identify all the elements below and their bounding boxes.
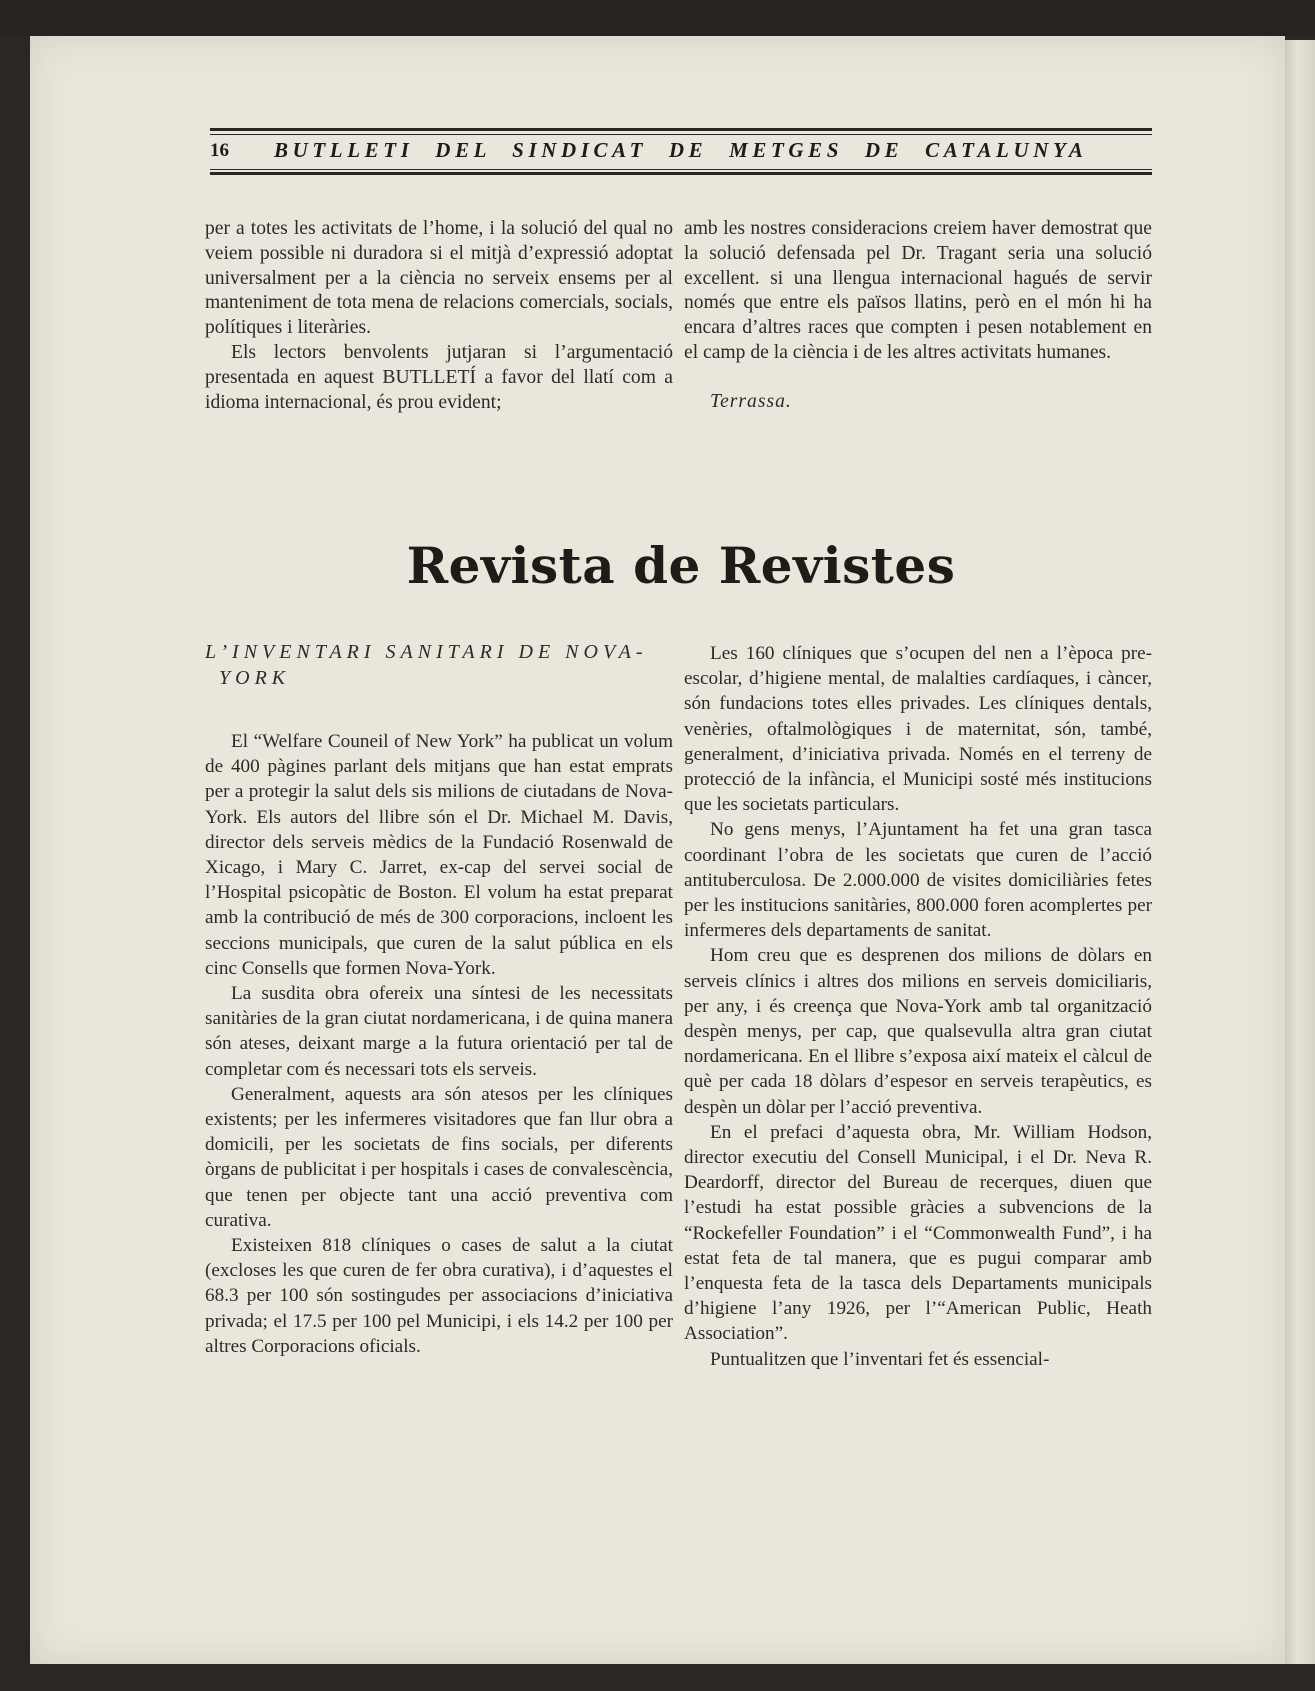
paragraph: per a totes les activitats de l’home, i la solució del qual no veiem possible ni duradora si el mitjà d’expressió adoptat universalment per a la ciència no serveix ensems per al manteniment de tota mena de relacions comercials, socials, polítiques i literàries. [205,218,673,339]
paragraph-text: Els lectors benvolents jutjaran si l’argumentació presentada en aquest BUTLLETÍ a favor del llatí com a idioma internacional, és prou evident; [205,341,673,413]
header-rule-bottom-thin [210,169,1152,170]
paragraph: El “Welfare Couneil of New York” ha publicat un volum de 400 pàgines parlant dels mitjans que han estat emprats per a protegir la salut dels sis milions de ciutadans de Nova-York. Els autors del llibre són el Dr. Michael M. Davis, director dels serveis mèdics de la Fundació Rosenwald de Xicago, i Mary C. Jarret, ex-cap del servei social de l’Hospital psicopàtic de Boston. El volum ha estat preparat amb la contribució de més de 300 corporacions, incloent les seccions municipals, que curen de la salut pública en els cinc Consells que formen Nova-York. [205,731,673,979]
paragraph: No gens menys, l’Ajuntament ha fet una gran tasca coordinant l’obra de les societats que curen de l’acció antituberculosa. De 2.000.000 de visites domiciliàries fetes per les institucions sanitàries, 800.000 foren acomplertes per infermeres dels departaments de sanitat. [684,819,1152,942]
signoff-location: Terrassa. [710,390,792,412]
header-rule-top-thin [210,134,1152,135]
scan-top-border [0,0,1315,36]
running-title: BUTLLETI DEL SINDICAT DE METGES DE CATALUNYA [274,138,1088,162]
header-rule-top [210,128,1152,131]
article-title [205,639,673,691]
top-right-column [684,217,1152,415]
top-left-column [205,217,673,415]
article-left-column [205,639,673,1359]
page-number: 16 [210,140,229,161]
article-title-line-2: YORK [219,667,291,689]
article-title-line-1: L’INVENTARI SANITARI DE NOVA- [205,641,648,663]
paragraph: Les 160 clíniques que s’ocupen del nen a l’època pre-escolar, d’higiene mental, de malalties cardíaques, i càncer, són fundacions totes elles privades. Les clíniques dentals, venèries, oftalmològiques i de maternitat, són, també, generalment, d’iniciativa privada. Només en el terreny de protecció de la infància, el Municipi sosté més institucions que les societats particulars. [684,643,1152,816]
header-rule-bottom [210,172,1152,175]
article-right-column [684,641,1152,1372]
paragraph: amb les nostres consideracions creiem haver demostrat que la solució defensada pel Dr. Tragant seria una solució excellent. si una llengua internacional hagués de servir només que entre els països llatins, però en el món hi ha encara d’altres races que compten i pesen notablement en el camp de la ciència i de les altres activitats humanes. [684,218,1152,363]
scan-bottom-border [0,1664,1315,1691]
section-title: Revista de Revistes [406,536,956,595]
paragraph: Generalment, aquests ara són atesos per les clíniques existents; per les infermeres visitadores que fan llur obra a domicili, per les societats de fins socials, per diferents òrgans de publicitat i per hospitals i cases de convalescència, que tenen per objecte tant una acció preventiva com curativa. [205,1083,673,1231]
running-header [210,128,1152,182]
paragraph: Existeixen 818 clíniques o cases de salut a la ciutat (excloses les que curen de fer obra curativa), i d’aquestes el 68.3 per 100 són sostingudes per associacions d’iniciativa privada; el 17.5 per 100 pel Municipi, i els 14.2 per 100 per altres Corporacions oficials. [205,1235,673,1357]
paragraph [205,341,673,415]
next-page-edge [1285,40,1315,1691]
paragraph: En el prefaci d’aquesta obra, Mr. William Hodson, director executiu del Consell Municipal, i el Dr. Neva R. Deardorff, director del Bureau de recerques, diuen que l’estudi ha estat possible gràcies a subvencions de la “Rockefeller Foundation” i el “Commonwealth Fund”, i ha estat feta de tal manera, que es pugui comparar amb l’enquesta feta de la tasca dels Departaments municipals d’higiene l’any 1926, per l’“American Public, Heath Association”. [684,1121,1152,1345]
paragraph: Hom creu que es desprenen dos milions de dòlars en serveis clínics i altres dos milions en serveis domiciliaris, per any, i és creença que Nova-York amb tal organització despèn menys, per cap, que qualsevulla altra gran ciutat nordamericana. En el llibre s’exposa així mateix el càlcul de què per cada 18 dòlars d’espesor en serveis terapèutics, es despèn un dòlar per l’acció preventiva. [684,945,1152,1118]
paragraph: La susdita obra ofereix una síntesi de les necessitats sanitàries de la gran ciutat nordamericana, i de quina manera són ateses, deixant marge a la futura orientació per tal de completar com és necessari tots els serveis. [205,983,673,1080]
paragraph: Puntualitzen que l’inventari fet és essencial- [710,1348,1050,1370]
